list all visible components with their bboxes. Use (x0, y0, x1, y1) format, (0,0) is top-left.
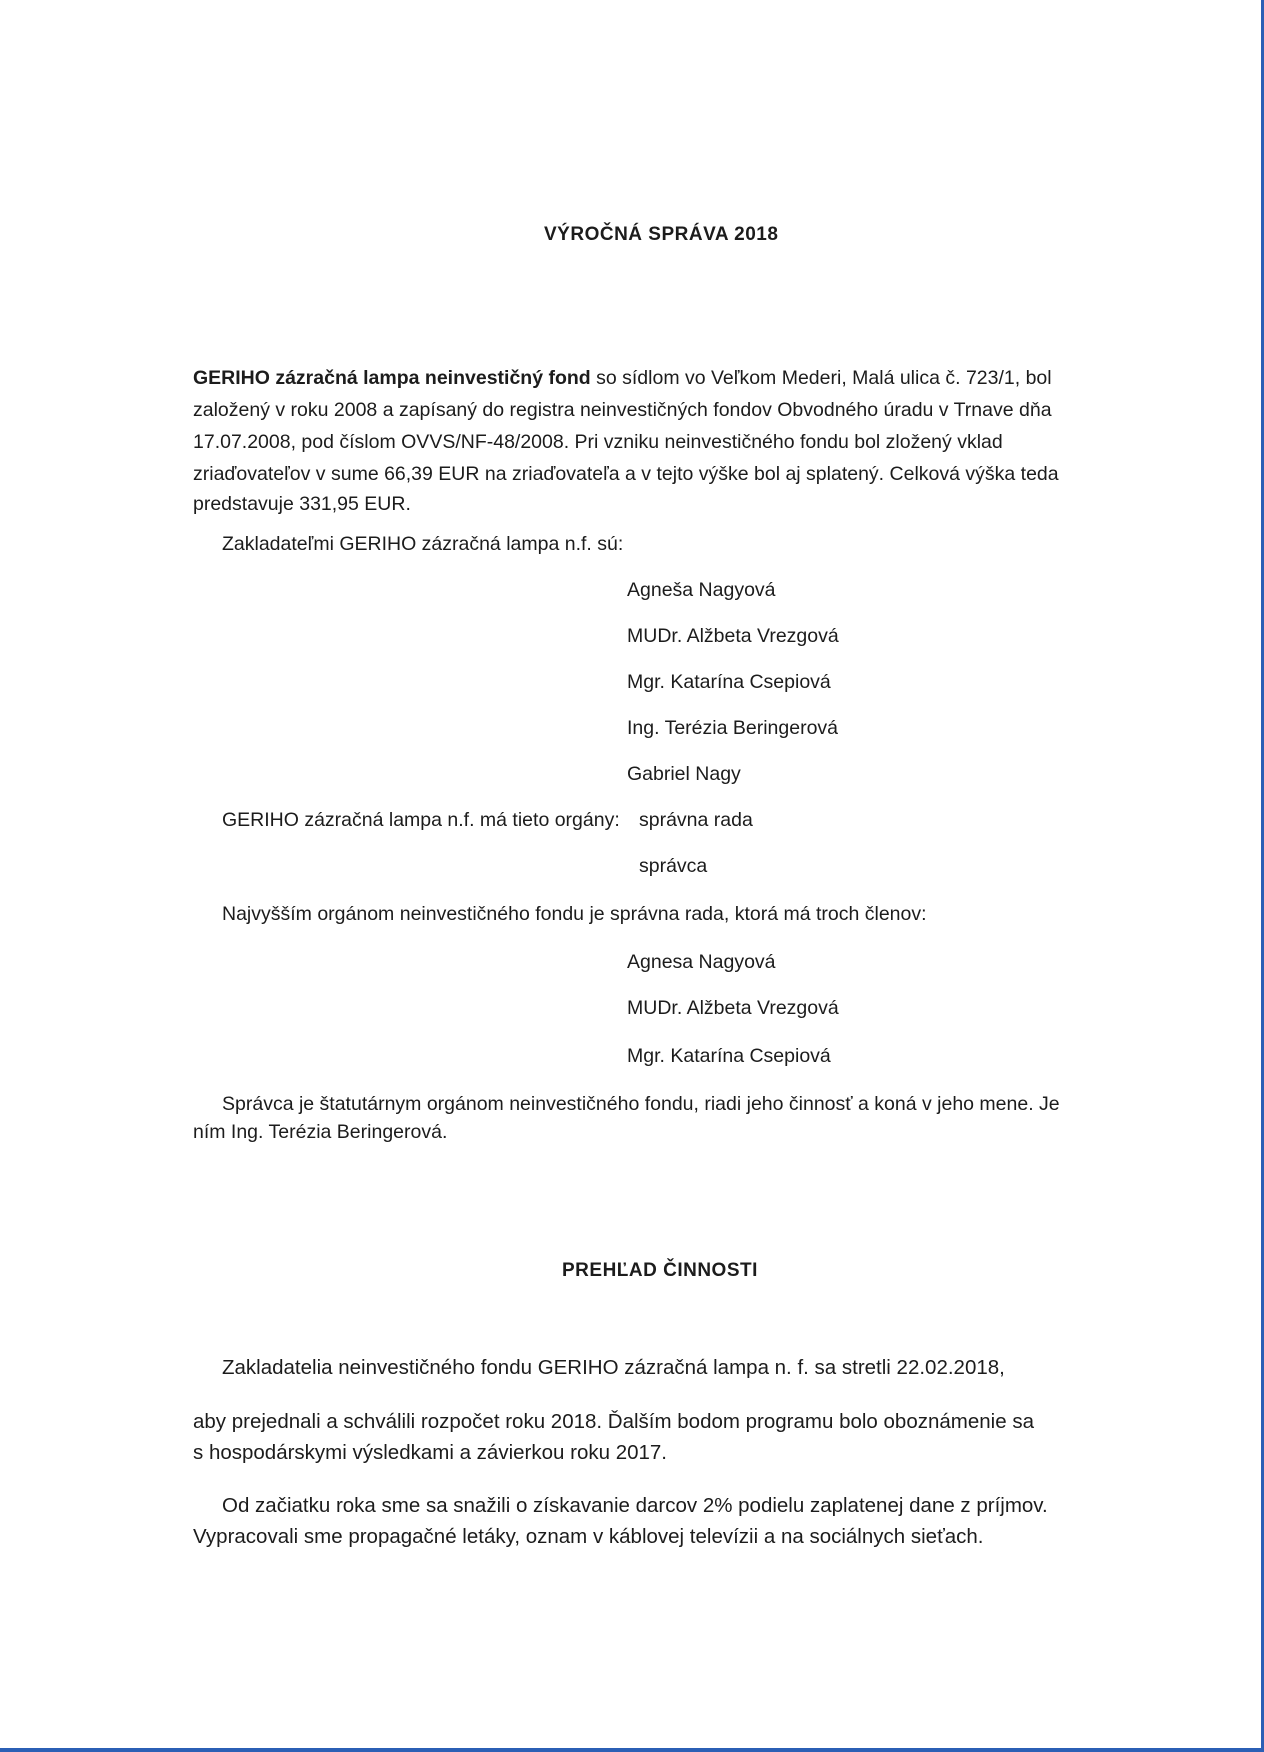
intro-line-1 (193, 362, 1052, 394)
intro-line-2: založený v roku 2008 a zapísaný do registra neinvestičných fondov Obvodného úradu v Trnave dňa (193, 399, 1052, 421)
founder-item: Ing. Terézia Beringerová (627, 717, 839, 739)
founder-item: Gabriel Nagy (627, 763, 741, 785)
founders-heading: Zakladateľmi GERIHO zázračná lampa n.f. sú: (222, 533, 624, 555)
board-member: Agnesa Nagyová (627, 951, 776, 973)
activities-p2-line-1: aby prejednali a schválili rozpočet roku 2018. Ďalším bodom programu bolo oboznámenie sa (193, 1410, 1034, 1433)
activities-title: PREHĽAD ČINNOSTI (562, 1260, 758, 1281)
activities-p3-line-2: Vypracovali sme propagačné letáky, oznam v káblovej televízii a na sociálnych sieťach. (193, 1525, 984, 1548)
scan-edge-bottom (0, 1748, 1264, 1752)
board-heading: Najvyšším orgánom neinvestičného fondu je správna rada, ktorá má troch členov: (222, 903, 927, 925)
report-title: VÝROČNÁ SPRÁVA 2018 (544, 224, 779, 245)
intro-line-4: zriaďovateľov v sume 66,39 EUR na zriaďovateľa a v tejto výške bol aj splatený. Celková výška teda (193, 463, 1059, 485)
intro-line-3: 17.07.2008, pod číslom OVVS/NF-48/2008. Pri vzniku neinvestičného fondu bol zložený vklad (193, 431, 1003, 453)
organ-item: správca (639, 855, 708, 877)
organ-item: správna rada (639, 809, 753, 831)
organs-heading: GERIHO zázračná lampa n.f. má tieto orgány: (222, 809, 620, 831)
founder-item: Mgr. Katarína Csepiová (627, 671, 831, 693)
activities-p2-line-2: s hospodárskymi výsledkami a závierkou roku 2017. (193, 1441, 667, 1464)
board-member: MUDr. Alžbeta Vrezgová (627, 997, 839, 1019)
administrator-line-1: Správca je štatutárnym orgánom neinvestičného fondu, riadi jeho činnosť a koná v jeho mene. Je (222, 1093, 1060, 1115)
intro-line-5: predstavuje 331,95 EUR. (193, 493, 411, 515)
intro-text-1: so sídlom vo Veľkom Mederi, Malá ulica č. 723/1, bol (590, 367, 1052, 389)
fund-name: GERIHO zázračná lampa neinvestičný fond (193, 367, 591, 389)
board-member: Mgr. Katarína Csepiová (627, 1045, 831, 1067)
founder-item: MUDr. Alžbeta Vrezgová (627, 625, 839, 647)
administrator-line-2: ním Ing. Terézia Beringerová. (193, 1121, 448, 1143)
activities-p1: Zakladatelia neinvestičného fondu GERIHO zázračná lampa n. f. sa stretli 22.02.2018, (222, 1356, 1005, 1379)
founder-item: Agneša Nagyová (627, 579, 776, 601)
activities-p3-line-1: Od začiatku roka sme sa snažili o získavanie darcov 2% podielu zaplatenej dane z príjmov. (222, 1494, 1048, 1517)
